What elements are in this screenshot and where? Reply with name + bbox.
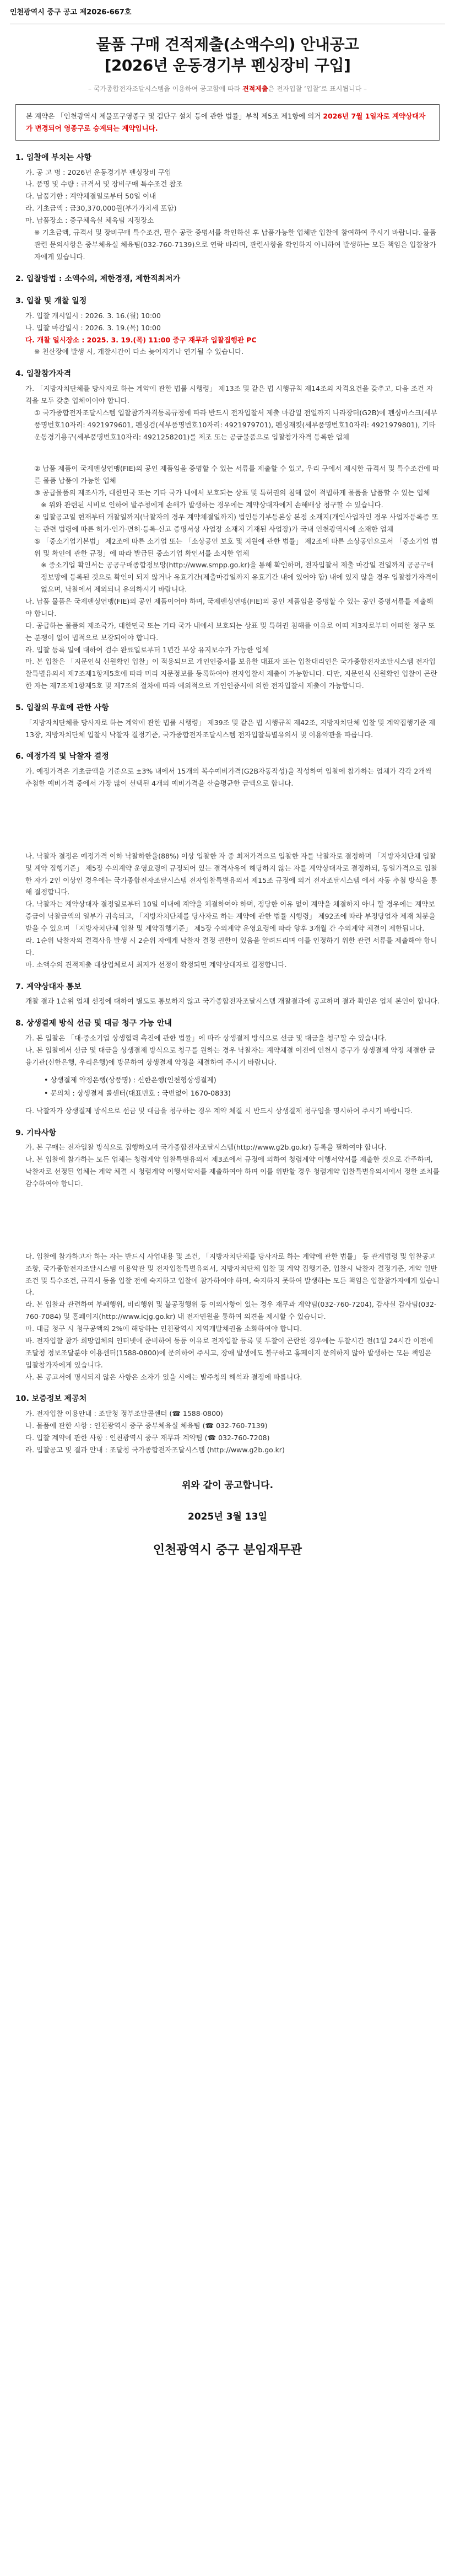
blank-gap: [15, 1099, 440, 1105]
section-3-heading: 3. 입찰 및 개찰 일정: [15, 297, 87, 306]
s4-note: ※ 중소기업 확인서는 공공구매종합정보망(http://www.smpp.go.kr)을 통해 확인하며, 전자입찰서 제출 마감일 전일까지 공공구매정보망에 등록된 것으로 확인이 되지 않거나 유효기간(제출마감일까지 유효기간 내에 있어야 함) 내에 있지 않을 경우 입찰참가자격이 없으며, 낙찰에서 제외되니 유의하시기 바랍니다.: [41, 561, 438, 594]
blank-gap: [15, 1068, 440, 1074]
section-4-heading: 4. 입찰참가자격: [15, 369, 72, 379]
section-10: [15, 1393, 440, 1456]
closing-statement: 위와 같이 공고합니다.: [181, 1479, 274, 1491]
s4-sub: ① 국가종합전자조달시스템 입찰참가자격등록규정에 따라 반드시 전자입찰서 제출 마감일 전일까지 나라장터(G2B)에 펜싱마스크(세부품명번호10자리: 4921979601, 펜싱검(세부품명번호10자리: 4921979701), 펜싱재킷(세부품명번호10자리: 4921979801), 기타운동경기용구(세부품명번호10자리: 4921258201)를 제조 또는 공급물품으로 입찰참가자격 등록한 업체: [34, 408, 437, 441]
section-9: [15, 1127, 440, 1383]
notice-text: 본 계약은 「인천광역시 제물포구영종구 및 검단구 설치 등에 관한 법률」부칙 제5조 제1항에 의거: [26, 112, 323, 121]
s9-row: 마. 대금 청구 시 청구공액의 2%에 해당하는 인천광역시 지역개발채권을 소화하여야 합니다.: [25, 1324, 302, 1333]
s9-row: 가. 본 구매는 전자입찰 방식으로 집행하오며 국가종합전자조달시스템(http://www.g2b.go.kr) 등록을 필하여야 합니다.: [25, 1143, 387, 1152]
s5-row: 「지방자치단체를 당사자로 하는 계약에 관한 법률 시행령」 제39조 및 같은 법 시행규칙 제42조, 지방자치단체 입찰 및 계약집행기준 제13장, 지방자치단체 입찰시 낙찰자 결정기준, 국가종합전자조달시스템 전자입찰특별유의서 및 이용약관을 따릅니다.: [25, 718, 436, 739]
section-5: [15, 702, 440, 740]
s4-sub: ④ 입찰공고일 현재부터 개찰일까지(낙찰자의 경우 계약체결일까지) 법인등기부등본상 본점 소재지(개인사업자인 경우 사업자등록증 또는 관련 법령에 따른 허가·인가·면허·등록·신고 증명서상 사업장 소재지 기재된 사업장)가 국내 인천광역시에 소재한 업체: [34, 512, 438, 533]
section-1: [15, 152, 440, 263]
s1-row: 마. 납품장소 : 중구체육실 체육팀 지정장소: [25, 216, 154, 224]
s9-row: 사. 본 공고서에 명시되지 않은 사항은 소자가 있을 시에는 발주청의 해석과 결정에 따릅니다.: [25, 1372, 302, 1381]
subtitle: [10, 84, 445, 94]
section-8: [15, 1017, 440, 1117]
s4-sub: ⑤ 「중소기업기본법」 제2조에 따른 소기업 또는 「소상공인 보호 및 지원에 관한 법률」 제2조에 따른 소상공인으로서 「중소기업 범위 및 확인에 관한 규정」에 따라 발급된 중소기업 확인서를 소지한 업체: [34, 536, 438, 557]
s3-row: 나. 입찰 마감일시 : 2026. 3. 19.(목) 10:00: [25, 323, 161, 332]
s10-row: 라. 입찰공고 및 결과 안내 : 조달청 국가종합전자조달시스템 (http://www.g2b.go.kr): [25, 1445, 285, 1454]
s10-row: 다. 입찰 계약에 관한 사항 : 인천광역시 중구 재무과 계약팀 (☎ 032-760-7208): [25, 1433, 270, 1442]
s6-row: 마. 소액수의 견적제출 대상업체로서 최저가 선정이 확정되면 계약상대자로 결정합니다.: [25, 960, 287, 969]
section-6-heading: 6. 예정가격 및 낙찰자 결정: [15, 752, 109, 761]
succession-notice-box: [15, 104, 440, 141]
s4-row: 나. 납품 물품은 국제펜싱연맹(FIE)의 공인 제품이어야 하며, 국제펜싱연맹(FIE)의 공인 제품임을 증명할 수 있는 공인 증명서류를 제출해야 합니다.: [25, 597, 434, 618]
section-6: [15, 750, 440, 970]
section-2-heading: 2. 입찰방법 : 소액수의, 제한경쟁, 제한적최저가: [15, 274, 181, 283]
s3-row: 가. 입찰 개시일시 : 2026. 3. 16.(월) 10:00: [25, 311, 161, 320]
page-title: [10, 34, 445, 76]
subtitle-pre: – 국가종합전자조달시스템을 이용하여 공고함에 따라: [88, 84, 243, 93]
s9-row: 라. 본 입찰과 관련하여 부패행위, 비리행위 및 불공정행위 등 이의사항이 있는 경우 재무과 계약팀(032-760-7204), 감사실 감사팀(032-760-7084) 및 홈페이지(http://www.icjg.go.kr) 내 전자민원을 통하여 의견을 제시할 수 있습니다.: [25, 1300, 437, 1321]
section-9-heading: 9. 기타사항: [15, 1128, 57, 1137]
s4-row: 라. 입찰 등록 일에 대하여 검수 완료일로부터 1년간 무상 유지보수가 가능한 업체: [25, 645, 269, 654]
s4-sub: ② 납품 제품이 국제펜싱연맹(FIE)의 공인 제품임을 증명할 수 있는 서류를 제출할 수 있고, 우리 구에서 제시한 규격서 및 특수조건에 따른 물품 납품이 가능한 업체: [34, 464, 440, 485]
subtitle-highlight: 견적제출: [242, 84, 268, 93]
section-4: [15, 368, 440, 692]
subtitle-post: 은 전자입찰 ‘입찰’로 표시됩니다 –: [268, 84, 367, 93]
announcement-date: 2025년 3월 13일: [188, 1511, 267, 1523]
title-line-2: [2026년 운동경기부 펜싱장비 구입]: [104, 56, 351, 74]
s10-row: 가. 전자입찰 이용안내 : 조달청 정부조달콜센터 (☎ 1588-0800): [25, 1409, 223, 1418]
s1-row: 가. 공 고 명 : 2026년 운동경기부 펜싱장비 구입: [25, 168, 171, 176]
s4-row: 마. 본 입찰은 「지문인식 신원확인 입찰」이 적용되므로 개인인증서를 보유한 대표자 또는 입찰대리인은 국가종합전자조달시스템 전자입찰특별유의서 제7조제1항제5호에 따라 미리 지문정보를 등록하여야 전자입찰서 제출이 가능합니다. 다만, 지문인식 신원확인 입찰이 곤란한 자는 제7조제1항제5호 및 제7조의 절차에 따라 예외적으로 개인인증서에 의한 전자입찰서 제출이 가능합니다.: [25, 657, 437, 690]
s7-row: 개찰 결과 1순위 업체 선정에 대하여 별도로 통보하지 않고 국가종합전자조달시스템 개찰결과에 공고하며 결과 확인은 업체 본인이 합니다.: [25, 997, 440, 1006]
blank-gap: [15, 790, 440, 850]
issuing-authority: 인천광역시 중구 분임재무관: [153, 1543, 302, 1557]
s6-row: 다. 낙찰자는 계약상대자 결정일로부터 10일 이내에 계약을 체결하여야 하며, 정당한 이유 없이 계약을 체결하지 아니 할 경우에는 계약보증금이 낙찰금액의 일부가 귀속되고, 「지방자치단체를 당사자로 하는 계약에 관한 법률 시행령」 제92조에 따라 부정당업자 제재 처분을 받을 수 있으며 「지방자치단체 입찰 및 계약집행기준」 제5장 수의계약 운영요령에 따라 향후 3개월 간 수의계약 체결이 제한됩니다.: [25, 900, 436, 933]
notice-highlight: 2026년 7월 1일자로 계약상대자가 변경되어 영종구로 승계되는 계약입니다.: [26, 112, 426, 132]
section-7: [15, 981, 440, 1008]
s8-row: 가. 본 입찰은 「대·중소기업 상생협력 촉진에 관한 법률」에 따라 상생결제 방식으로 선금 및 대금을 청구할 수 있습니다.: [25, 1033, 387, 1042]
section-10-heading: 10. 보증정보 제공처: [15, 1394, 87, 1404]
s8-bullet: • 문의처 : 상생결제 콜센터(대표번호 : 국번없이 1670-0833): [44, 1088, 231, 1097]
s8-row: 나. 본 입찰에서 선금 및 대금을 상생결제 방식으로 청구를 원하는 경우 낙찰자는 계약체결 이전에 인천시 중구가 상생결제 약정 체결한 금융기관(신한은행, 우리은행)에 방문하여 상생결제 약정을 체결하여 주시기 바랍니다.: [25, 1045, 435, 1066]
blank-gap: [15, 443, 440, 463]
title-line-1: 물품 구매 견적제출(소액수의) 안내공고: [96, 35, 359, 54]
s1-note: ※ 기초금액, 규격서 및 장비구매 특수조건, 필수 공란 증명서를 확인하신 후 납품가능한 업체만 입찰에 참여하여 주시기 바랍니다. 물품 관련 문의사항은 중부체육실 체육팀(032-760-7139)으로 연락 바라며, 관련사항을 확인하지 아니하여 발생하는 모든 책임은 입찰참가자에게 있습니다.: [34, 228, 436, 261]
s4-row: 가. 「지방자치단체를 당사자로 하는 계약에 관한 법률 시행령」 제13조 및 같은 법 시행규칙 제14조의 자격요건을 갖추고, 다음 조건 자격을 모두 갖춘 업체이어야 합니다.: [25, 384, 434, 405]
section-7-heading: 7. 계약상대자 통보: [15, 982, 82, 991]
blank-gap: [15, 1190, 440, 1251]
section-8-heading: 8. 상생결제 방식 선금 및 대금 청구 가능 안내: [15, 1019, 172, 1028]
section-5-heading: 5. 입찰의 무효에 관한 사항: [15, 704, 109, 713]
s4-row: 다. 공급하는 물품의 제조국가, 대한민국 또는 기타 국가 내에서 보호되는 상표 및 특허권 침해를 이유로 어떠 제3자로부터 어떠한 청구 또는 분쟁이 없어 법적으로 보장되어야 합니다.: [25, 621, 435, 642]
s1-row: 다. 납품기한 : 계약체결일로부터 50일 이내: [25, 192, 156, 201]
section-1-heading: 1. 입찰에 부치는 사항: [15, 153, 91, 162]
section-3: [15, 295, 440, 358]
document-number: 인천광역시 중구 공고 제2026-667호: [10, 8, 132, 17]
s10-row: 나. 물품에 관한 사항 : 인천광역시 중구 중부체육실 체육팀 (☎ 032-760-7139): [25, 1421, 268, 1430]
s3-row-opening: 다. 개찰 일시장소 : 2025. 3. 19.(목) 11:00 중구 재무과 입찰집행관 PC: [25, 335, 257, 344]
s4-note: ※ 위와 관련된 시비로 인하여 발주청에게 손해가 발생하는 경우에는 계약상대자에게 손해배상 청구할 수 있습니다.: [41, 501, 383, 509]
s1-row: 나. 품명 및 수량 : 규격서 및 장비구매 특수조건 참조: [25, 180, 183, 189]
s6-row: 가. 예정가격은 기초금액을 기준으로 ±3% 내에서 15개의 복수예비가격(G2B자동작성)을 작성하여 입찰에 참가하는 업체가 각각 2개씩 추첨한 예비가격 중에서 가장 많이 선택된 4개의 예비가격을 산술평균한 금액으로 합니다.: [25, 767, 432, 787]
s3-note: ※ 천산장애 발생 시, 개찰시간이 다소 늦어지거나 연기될 수 있습니다.: [34, 347, 244, 356]
s9-row: 나. 본 입찰에 참가하는 모든 업체는 청렴계약 입찰특별유의서 제3조에서 규정에 의하여 청렴계약 이행서약서를 제출한 것으로 간주하며, 낙찰자로 선정된 업체는 계약 체결 시 청렴계약 이행서약서를 제출하여야 하며 이를 위반할 경우 청렴계약 입찰특별유의서에서 정한 조치를 감수하여야 합니다.: [25, 1155, 440, 1188]
s9-row: 다. 입찰에 참가하고자 하는 자는 반드시 사업내용 및 조건, 「지방자치단체를 당사자로 하는 계약에 관한 법률」 등 관계법령 및 입찰공고 조항, 국가종합전자조달시스템 이용약관 및 전자입찰특별유의서, 지방자치단체 입찰 및 계약 집행기준, 입찰시 낙찰자 결정기준, 계약 일반조건 및 특수조건, 규격서 등을 입찰 전에 숙지하고 입찰에 참가하여야 하며, 숙지하지 못하여 발생하는 모든 책임은 입찰참가자에게 있습니다.: [25, 1252, 440, 1297]
s8-row: 다. 낙찰자가 상생결제 방식으로 선금 및 대금을 청구하는 경우 계약 체결 시 반드시 상생결제 청구임을 명시하여 주시기 바랍니다.: [25, 1106, 413, 1115]
s1-row: 라. 기초금액 : 금30,370,000원(부가가치세 포함): [25, 204, 177, 213]
s4-sub: ③ 공급물품의 제조사가, 대한민국 또는 기타 국가 내에서 보호되는 상표 및 특허권의 침해 없이 적법하게 물품을 납품할 수 있는 업체: [34, 489, 430, 497]
s9-row: 바. 전자입찰 참가 희망업체의 인터넷에 준비하여 등등 이유로 전자입찰 등록 및 투찰이 곤란한 경우에는 투찰시간 전(1일 24시간 이전에 조달청 정보조달분야 이용센터(1588-0800)에 문의하여 주시고, 장애 발생에도 불구하고 홈페이지 문의하지 않아 발생하는 모든 책임은 입찰참가자에게 있습니다.: [25, 1336, 434, 1369]
section-2: [15, 273, 440, 286]
s6-row: 나. 낙찰자 결정은 예정가격 이하 낙찰하한율(88%) 이상 입찰한 자 중 최저가격으로 입찰한 자를 낙찰자로 결정하며 「지방자치단체 입찰 및 계약 집행기준」 제5장 수의계약 운영요령에 규정되어 있는 결격사유에 해당하지 않는 자를 계약상대자로 결정하되, 동일가격으로 입찰한 자가 2인 이상인 경우에는 국가종합전자조달시스템 전자입찰특별유의서 제15조 규정에 의거 전자조달시스템 에서 자동 추첨 방식을 통해 결정합니다.: [25, 851, 438, 897]
s6-row: 라. 1순위 낙찰자의 결격사유 발생 시 2순위 자에게 낙찰자 결정 권한이 있음을 알려드리며 이를 인정하기 위한 관련 서류를 제출해야 합니다.: [25, 936, 437, 957]
s8-bullet: • 상생결제 약정은행(상품명) : 신한은행(인천형상생결제): [44, 1076, 216, 1085]
